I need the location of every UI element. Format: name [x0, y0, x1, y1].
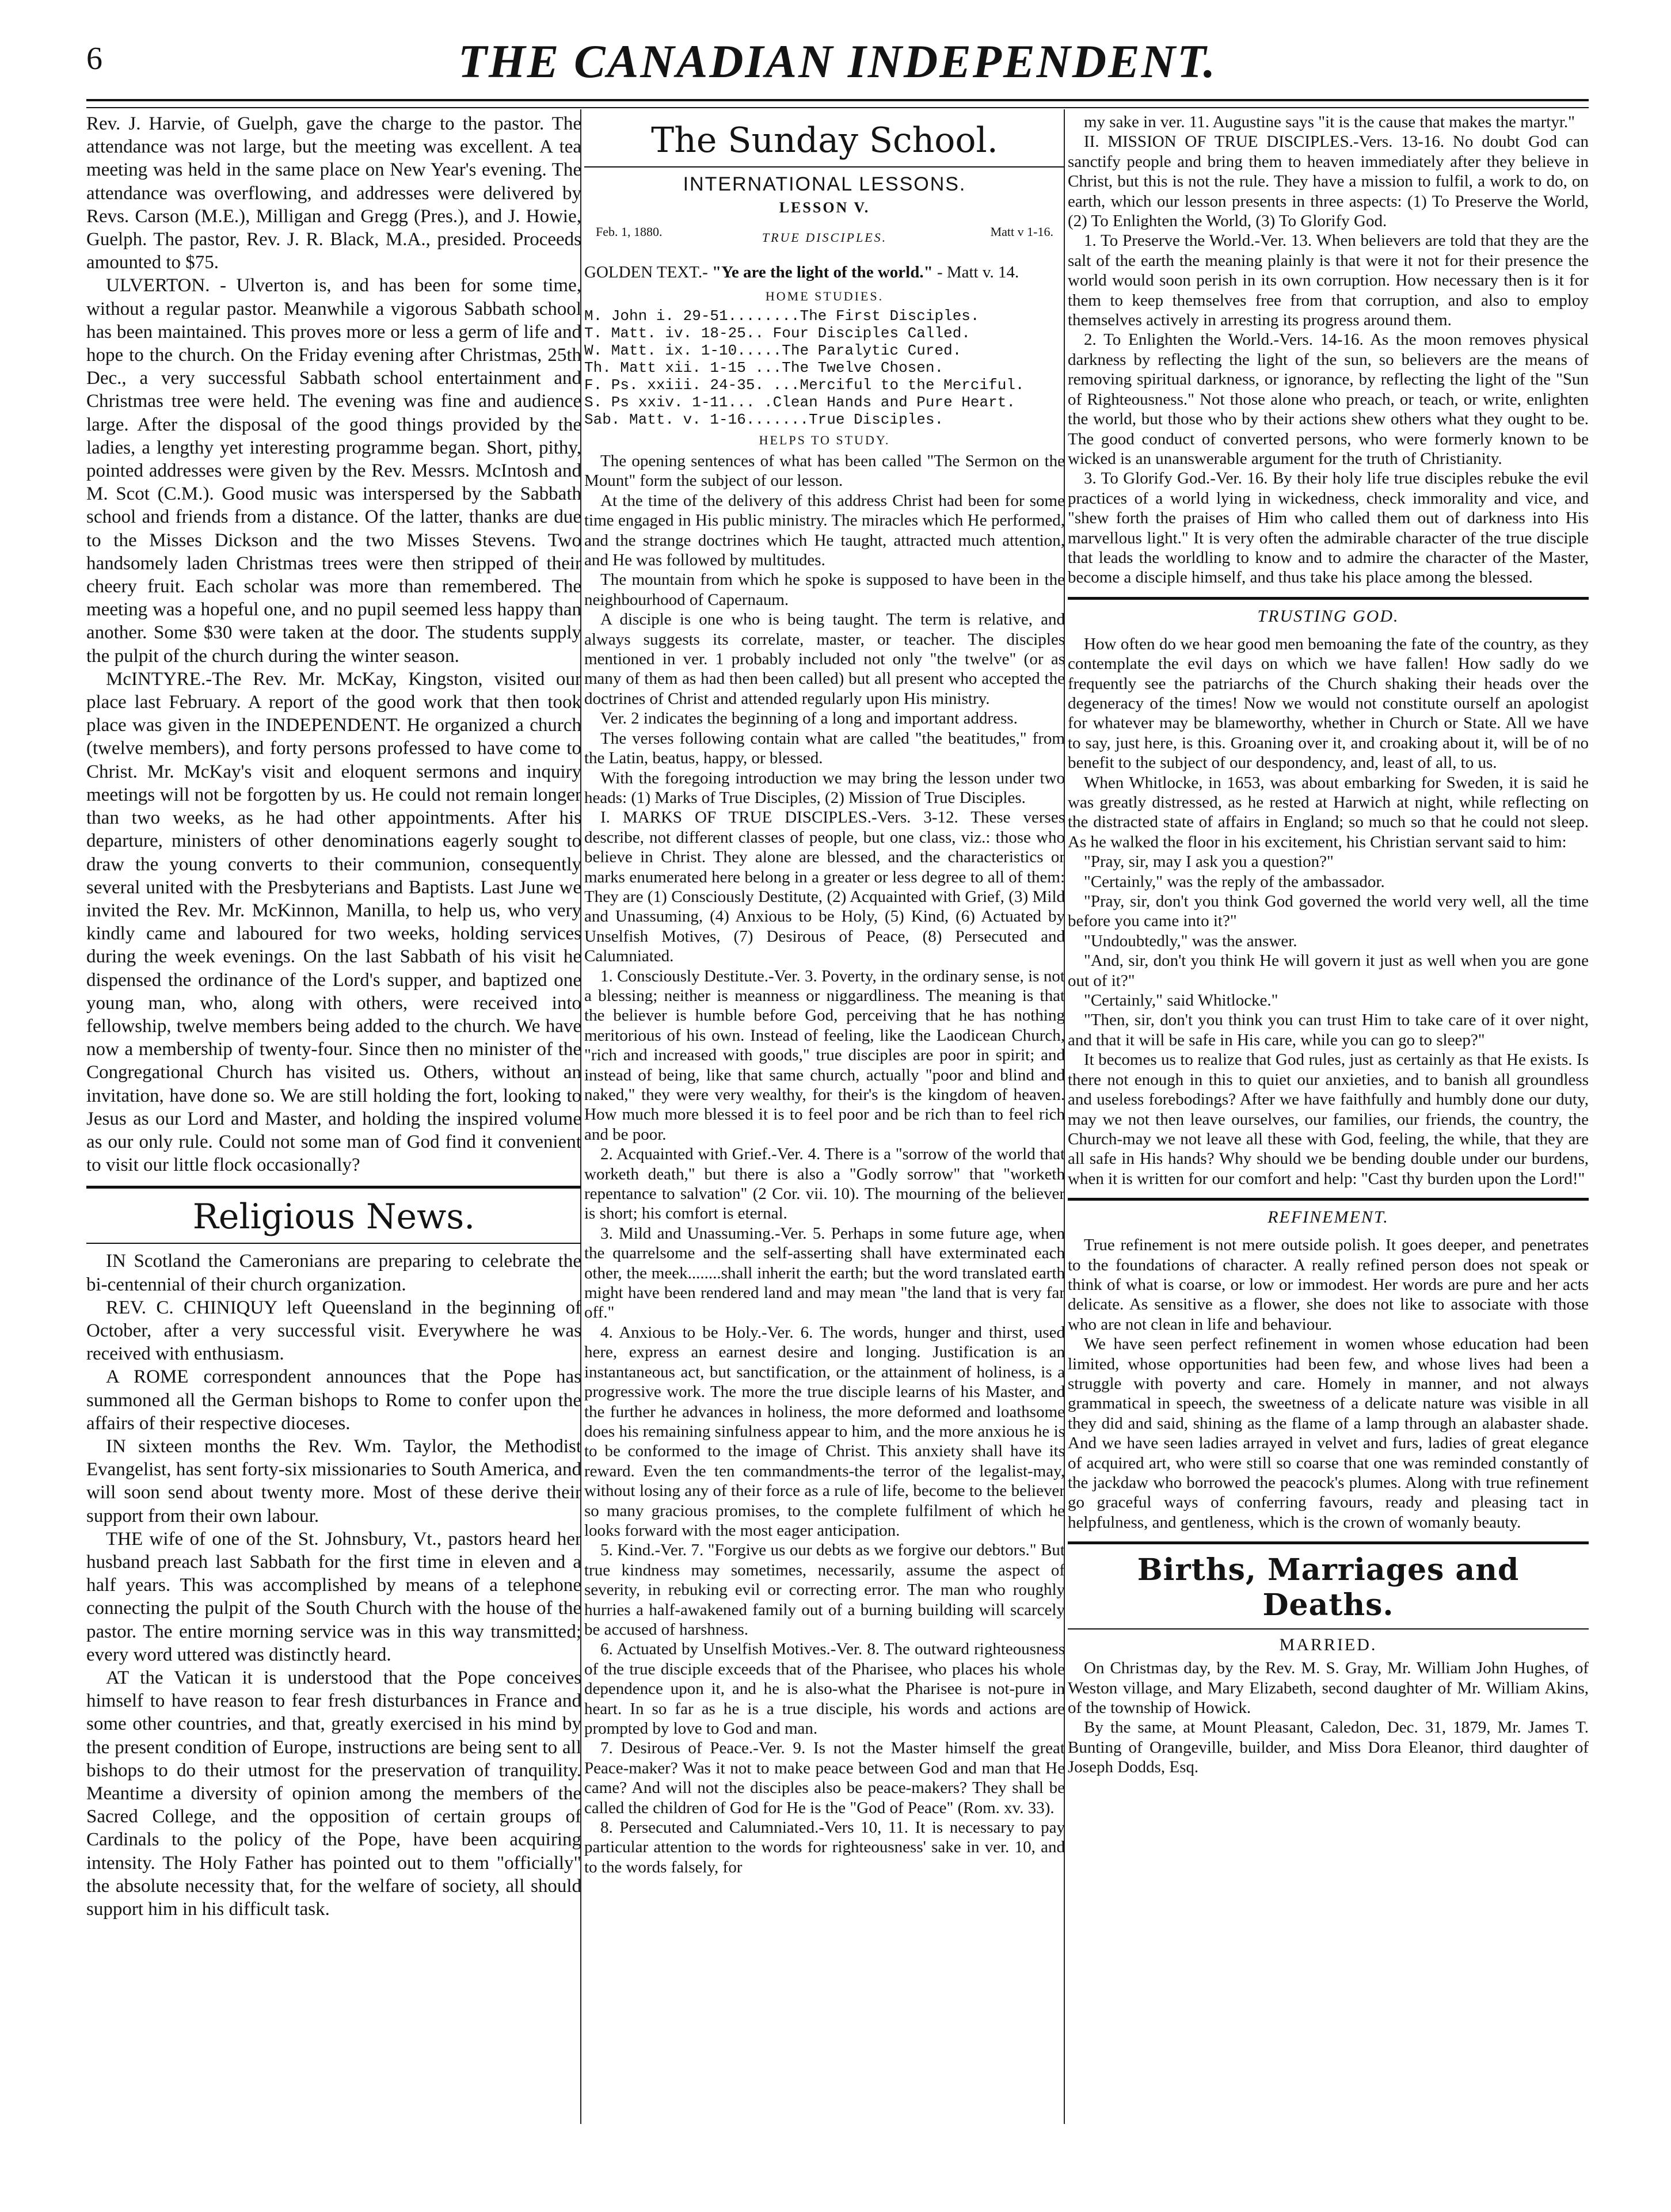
news-item: IN Scotland the Cameronians are preparing to celebrate the bi-centennial of their church organization.	[86, 1251, 581, 1295]
lesson-paragraph: 7. Desirous of Peace.-Ver. 9. Is not the Master himself the great Peace-maker? Was it not to make peace between God and man that He came? And will not the disciples also be peace-makers? They shall be called the children of God for He is the "God of Peace" (Rom. xv. 33).	[584, 1739, 1065, 1817]
study-item: T. Matt. iv. 18-25.. Four Disciples Called.	[584, 325, 970, 342]
article-paragraph: ULVERTON. - Ulverton is, and has been for some time, without a regular pastor. Meanwhile a vigorous Sabbath school has been maintained. This proves more or less a germ of life and hope to the church. On the Friday evening after Christmas, 25th Dec., a very successful Sabbath school entertainment and Christmas tree were held. The evening was fine and audience large. After the disposal of the good things provided by the ladies, a lengthy yet interesting programme began. Short, pithy, pointed addresses were given by the Rev. Messrs. McIntosh and M. Scot (C.M.). Good music was interspersed by the Sabbath school and friends from a distance. Of the latter, thanks are due to the Misses Dickson and the two Misses Stevens. Two handsomely laden Christmas trees were then stripped of their cheery fruit. Each scholar was more than remembered. The meeting was a hopeful one, and no pupil seemed less happy than another. Some $30 were taken at the door. The students supply the pulpit of the church during the winter season.	[86, 275, 581, 667]
lesson-paragraph: II. MISSION OF TRUE DISCIPLES.-Vers. 13-16. No doubt God can sanctify people and bring them to heaven immediately after they believe in Christ, but this is not the rule. They have a mission to fulfil, a work to do, on earth, which our lesson presents in three aspects: (1) To Preserve the World, (2) To Enlighten the World, (3) To Glorify God.	[1068, 132, 1589, 231]
home-studies-list	[584, 307, 1065, 428]
refinement-heading: REFINEMENT.	[1267, 1208, 1389, 1227]
helps-to-study-heading: HELPS TO STUDY.	[759, 433, 890, 447]
lesson-date: Feb. 1, 1880.	[596, 224, 663, 239]
news-item: AT the Vatican it is understood that the Pope conceives himself to have reason to fear fresh disturbances in France and some other countries, and that, greatly exercised in his mind by the present condition of Europe, instructions are being sent to all bishops to do their utmost for the preservation of tranquility. Meantime a diversity of opinion among the members of the Sacred College, and the opposition of certain groups of Cardinals to the policy of the Pope, have been acquiring intensity. The Holy Father has pointed out to them "officially" the absolute necessity that, for the welfare of society, all should support him in his difficult task.	[86, 1667, 581, 1920]
study-item: M. John i. 29-51........The First Disciples.	[584, 307, 980, 325]
study-item: F. Ps. xxiii. 24-35. ...Merciful to the Merciful.	[584, 376, 1025, 394]
study-item: S. Ps xxiv. 1-11... .Clean Hands and Pure Heart.	[584, 394, 1015, 411]
lesson-paragraph: The mountain from which he spoke is supposed to have been in the neighbourhood of Capernaum.	[584, 570, 1065, 609]
section-rule	[86, 1243, 581, 1244]
lesson-paragraph: 1. To Preserve the World.-Ver. 13. When believers are told that they are the salt of the earth the meaning plainly is that were it not for their presence the world would soon perish in its own corruption. How necessary then is it for them to keep themselves free from that corruption, and also to employ themselves actively in arresting its progress around them.	[1068, 231, 1589, 330]
article-paragraph: "Pray, sir, don't you think God governed the world very well, all the time before you came into it?"	[1068, 892, 1589, 931]
news-item: A ROME correspondent announces that the Pope has summoned all the German bishops to Rome to confer upon the affairs of their respective dioceses.	[86, 1366, 581, 1434]
lesson-reference: Matt v 1-16.	[990, 224, 1053, 239]
lesson-paragraph: Ver. 2 indicates the beginning of a long and important address.	[600, 709, 1018, 728]
section-rule	[1068, 597, 1589, 600]
lesson-paragraph: 5. Kind.-Ver. 7. "Forgive us our debts as we forgive our debtors." But true kindness may sometimes, necessarily, assume the aspect of severity, in rebuking evil or correcting error. The man who roughly hurries a half-awakened family out of a burning building will scarcely be accused of harshness.	[584, 1541, 1065, 1639]
lesson-number: LESSON V.	[779, 199, 870, 216]
lesson-paragraph: 3. Mild and Unassuming.-Ver. 5. Perhaps in some future age, when the quarrelsome and the self-asserting shall have exterminated each other, the meek........shall inherit the earth; but the word translated earth might have been rendered land and may mean "the land that is very far off."	[584, 1224, 1065, 1322]
section-rule	[1068, 1541, 1589, 1544]
column-1	[86, 112, 581, 2138]
news-item: REV. C. CHINIQUY left Queensland in the beginning of October, after a very successful visit. Everywhere he was received with enthusiasm.	[86, 1297, 581, 1365]
header-rule	[86, 99, 1589, 108]
article-paragraph: "Undoubtedly," was the answer.	[1084, 931, 1297, 950]
lesson-paragraph: The opening sentences of what has been called "The Sermon on the Mount" form the subject of our lesson.	[584, 452, 1065, 490]
births-marriages-deaths-heading: Births, Marriages and Deaths.	[1137, 1552, 1520, 1623]
article-paragraph: When Whitlocke, in 1653, was about embarking for Sweden, it is said he was greatly distressed, as he rested at Harwich at night, while reflecting on the distracted state of affairs in England; so much so that he could not sleep. As he walked the floor in his excitement, his Christian servant said to him:	[1068, 773, 1589, 851]
golden-text-label: GOLDEN TEXT.-	[584, 263, 708, 281]
lesson-paragraph: 8. Persecuted and Calumniated.-Vers 10, 11. It is necessary to pay particular attention to the words for righteousness' sake in ver. 10, and to the words falsely, for	[584, 1818, 1065, 1876]
article-paragraph: "Then, sir, don't you think you can trust Him to take care of it over night, and that it will be safe in His care, while you can go to sleep?"	[1068, 1011, 1589, 1049]
lesson-paragraph: 4. Anxious to be Holy.-Ver. 6. The words, hunger and thirst, used here, express an earnest desire and longing. Justification is an instantaneous act, but sanctification, or the attainment of holiness, is a progressive work. The more the true disciple learns of his Master, and the further he advances in holiness, the more deformed and loathsome does his remaining sinfulness appear to him, and the more anxious he is to be conformed to the image of Christ. This anxiety shall have its reward. Even the ten commandments-the terror of the legalist-may, without losing any of their force as a rule of life, become to the believer so many gracious promises, to the complete fulfilment of which he looks forward with the most eager anticipation.	[584, 1323, 1065, 1540]
article-paragraph: We have seen perfect refinement in women whose education had been limited, whose opportunities had been few, and whose lives had been a struggle with poverty and care. Homely in manner, and not always grammatical in speech, the sweetness of a delicate nature was visible in all they did and said, shining as the flame of a lamp through an alabaster shade. And we have seen ladies arrayed in velvet and furs, ladies of great elegance of acquired art, who were still so coarse that one was reminded constantly of the jackdaw who borrowed the peacock's plumes. Along with true refinement go graceful ways of conferring favours, ready and pleasing tact in helpfulness, and gentleness, which is the crown of womanly beauty.	[1068, 1335, 1589, 1532]
article-paragraph: "Certainly," said Whitlocke."	[1084, 991, 1278, 1010]
golden-text-quote: "Ye are the light of the world."	[712, 263, 933, 281]
lesson-paragraph: 2. Acquainted with Grief.-Ver. 4. There is a "sorrow of the world that worketh death," but there is also a "Godly sorrow" that "worketh repentance to salvation" (2 Cor. vii. 10). The mourning of the believer is short; his comfort is eternal.	[584, 1145, 1065, 1223]
lesson-paragraph: 2. To Enlighten the World.-Vers. 14-16. As the moon removes physical darkness by reflecting the light of the sun, so believers are the means of removing spiritual darkness, or ignorance, by reflecting the light of the "Sun of Righteousness." Not those alone who preach, or teach, or write, enlighten the world, but those who by their actions shew others what they ought to be. The good conduct of converted persons, who were formerly known to be wicked is an unanswerable argument for the truth of Christianity.	[1068, 330, 1589, 468]
married-heading: MARRIED.	[1279, 1635, 1377, 1655]
section-rule	[584, 166, 1065, 167]
trusting-god-heading: TRUSTING GOD.	[1257, 606, 1399, 626]
article-paragraph: It becomes us to realize that God rules, just as certainly as that He exists. Is there not enough in this to quiet our anxieties, and to banish all groundless and useless forebodings? After we have faithfully and humbly done our duty, may we not then leave ourselves, our families, our friends, the country, the Church-may we not leave all these with God, feeling, the while, that they are all safe in His hands? Why should we be bending double under our burdens, when it is written for our comfort and help: "Cast thy burden upon the Lord!"	[1068, 1050, 1589, 1188]
article-paragraph: "And, sir, don't you think He will govern it just as well when you are gone out of it?"	[1068, 951, 1589, 990]
sunday-school-heading: The Sunday School.	[651, 120, 998, 161]
news-item: IN sixteen months the Rev. Wm. Taylor, the Methodist Evangelist, has sent forty-six missionaries to South America, and will soon send about twenty more. Most of these derive their support from their own labour.	[86, 1436, 581, 1526]
lesson-paragraph: 1. Consciously Destitute.-Ver. 3. Poverty, in the ordinary sense, is not a blessing; neither is meanness or niggardliness. The meaning is that the believer is humble before God, perceiving that he has nothing meritorious of his own. Instead of feeling, like the Laodicean Church, "rich and increased with goods," true disciples are poor in spirit; and instead of being, like that same church, actually "poor and blind and naked," they were very wealthy, for their's is the kingdom of heaven. How much more blessed it is to feel poor and be rich than to feel rich and be poor.	[584, 966, 1065, 1144]
notice-paragraph: By the same, at Mount Pleasant, Caledon, Dec. 31, 1879, Mr. James T. Bunting of Orangeville, builder, and Miss Dora Eleanor, third daughter of Joseph Dodds, Esq.	[1068, 1718, 1589, 1777]
golden-text-ref: - Matt v. 14.	[937, 263, 1019, 281]
lesson-paragraph: 3. To Glorify God.-Ver. 16. By their holy life true disciples rebuke the evil practices of a world lying in wickedness, check immorality and vice, and "shew forth the praises of Him who called them out of darkness into His marvellous light." It is very often the admirable character of the true disciple that leads the worldling to know and to admire the character of the Master, become a disciple himself, and thus take his place among the blessed.	[1068, 469, 1589, 587]
column-2	[584, 112, 1065, 2138]
lesson-paragraph: A disciple is one who is being taught. The term is relative, and always suggests its correlate, master, or teacher. The disciples mentioned in ver. 1 probably included not only "the twelve" (or as many of them as had then been called) but all present who accepted the doctrines of Christ and attended regularly upon His ministry.	[584, 610, 1065, 708]
article-paragraph: "Certainly," was the reply of the ambassador.	[1084, 872, 1385, 891]
article-paragraph: McINTYRE.-The Rev. Mr. McKay, Kingston, visited our place last February. A report of the good work that then took place was given in the INDEPENDENT. He organized a church (twelve members), and forty persons professed to have come to Christ. Mr. McKay's visit and eloquent sermons and inquiry meetings will not be forgotten by us. He could not remain longer than two weeks, as he had other appointments. After his departure, ministers of other denominations eagerly sought to draw the young converts to their communion, consequently several united with the Presbyterians and Baptists. Last June we invited the Rev. Mr. McKinnon, Manilla, to help us, who very kindly came and laboured for two weeks, holding services during the week evenings. On the last Sabbath of his visit he dispensed the ordinance of the Lord's supper, and baptized one young man, who, along with others, were received into fellowship, twelve members being added to the church. We have now a membership of twenty-four. Since then no minister of the Congregational Church has visited us. Others, without an invitation, have done so. We are still holding the fort, looking to Jesus as our Lord and Master, and holding the inspired volume as our only rule. Could not some man of God find it convenient to visit our little flock occasionally?	[86, 668, 581, 1176]
notice-paragraph: On Christmas day, by the Rev. M. S. Gray, Mr. William John Hughes, of Weston village, and Mary Elizabeth, second daughter of Mr. William Akins, of the township of Howick.	[1068, 1659, 1589, 1718]
page-header	[86, 35, 1589, 104]
international-lessons-heading: INTERNATIONAL LESSONS.	[683, 173, 966, 195]
lesson-paragraph: 6. Actuated by Unselfish Motives.-Ver. 8. The outward righteousness of the true disciple exceeds that of the Pharisee, who places his whole dependence upon it, and he is also-what the Pharisee is not-pure in heart. In so far as he is a true disciple, his words and actions are prompted by love to God and man.	[584, 1640, 1065, 1738]
lesson-title: TRUE DISCIPLES.	[762, 230, 888, 245]
section-rule	[1068, 1628, 1589, 1630]
masthead: THE CANADIAN INDEPENDENT.	[458, 35, 1217, 87]
lesson-paragraph: The verses following contain what are called "the beatitudes," from the Latin, beatus, happy, or blessed.	[584, 729, 1065, 768]
home-studies-heading: HOME STUDIES.	[765, 289, 884, 303]
section-rule	[86, 1186, 581, 1189]
page-number: 6	[86, 41, 102, 77]
lesson-paragraph: my sake in ver. 11. Augustine says "it is the cause that makes the martyr."	[1084, 113, 1575, 131]
lesson-paragraph: At the time of the delivery of this address Christ had been for some time engaged in His public ministry. The miracles which He performed, and the strange doctrines which He taught, attracted much attention, and He was followed by multitudes.	[584, 491, 1065, 570]
section-rule	[1068, 1198, 1589, 1201]
news-item: THE wife of one of the St. Johnsbury, Vt., pastors heard her husband preach last Sabbath for the first time in eleven and a half years. This was accomplished by means of a telephone connecting the pulpit of the South Church with the house of the pastor. The entire morning service was in this way transmitted; every word uttered was distinctly heard.	[86, 1528, 581, 1665]
study-item: W. Matt. ix. 1-10.....The Paralytic Cured.	[584, 342, 962, 359]
article-paragraph: Rev. J. Harvie, of Guelph, gave the charge to the pastor. The attendance was not large, but the meeting was excellent. A tea meeting was held in the same place on New Year's evening. The attendance was overflowing, and addresses were delivered by Revs. Carson (M.E.), Milligan and Gregg (Pres.), and J. Howie, Guelph. The pastor, Rev. J. R. Black, M.A., presided. Proceeds amounted to $75.	[86, 113, 581, 273]
lesson-paragraph: With the foregoing introduction we may bring the lesson under two heads: (1) Marks of True Disciples, (2) Mission of True Disciples.	[584, 768, 1065, 807]
study-item: Sab. Matt. v. 1-16.......True Disciples.	[584, 411, 944, 428]
column-3	[1068, 112, 1589, 2138]
article-paragraph: How often do we hear good men bemoaning the fate of the country, as they contemplate the evil days on which we have fallen! How sadly do we frequently see the patriarchs of the Church shaking their heads over the degeneracy of the times! Now we would not constitute ourself an apologist for whatever may be blameworthy, whether in Church or State. All we have to say, just here, is this. Groaning over it, and croaking about it, will be of no benefit to the subject of our despondency, and, least of all, to us.	[1068, 634, 1589, 772]
lesson-meta	[584, 222, 1065, 257]
article-paragraph: True refinement is not mere outside polish. It goes deeper, and penetrates to the foundations of character. A really refined person does not speak or think of what is coarse, or low or immodest. Her words are pure and her acts delicate. As sensitive as a flower, she does not like to associate with those who are not clean in life and behaviour.	[1068, 1236, 1589, 1334]
religious-news-heading: Religious News.	[192, 1197, 475, 1238]
golden-text	[584, 262, 1065, 282]
lesson-paragraph: I. MARKS OF TRUE DISCIPLES.-Vers. 3-12. These verses describe, not different classes of people, but one class, viz.: those who believe in Christ. They alone are blessed, and the characteristics or marks enumerated here belong in a greater or less degree to all of them: They are (1) Consciously Destitute, (2) Acquainted with Grief, (3) Mild and Unassuming, (4) Anxious to be Holy, (5) Kind, (6) Actuated by Unselfish Motives, (7) Desirous of Peace, (8) Persecuted and Calumniated.	[584, 808, 1065, 966]
article-paragraph: "Pray, sir, may I ask you a question?"	[1084, 852, 1334, 871]
study-item: Th. Matt xii. 1-15 ...The Twelve Chosen.	[584, 359, 944, 376]
